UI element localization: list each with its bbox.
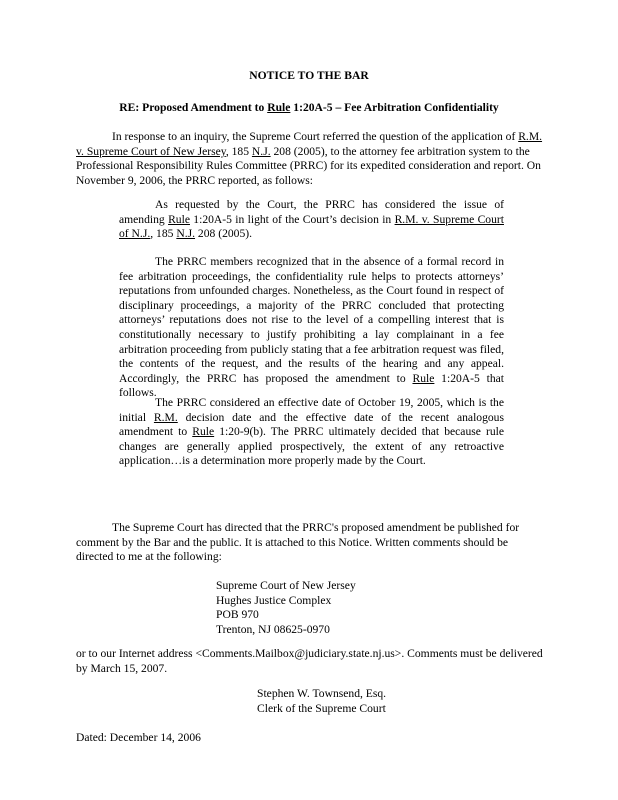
mailing-address	[216, 579, 476, 637]
quote1-text-4: 208 (2005).	[195, 227, 253, 241]
intro-paragraph	[76, 130, 546, 188]
quote1-case-name: R.M. v. Supreme Court of N.J.	[119, 212, 504, 241]
quote-paragraph-3	[119, 396, 504, 469]
quote3-rule: Rule	[192, 425, 215, 439]
quote1-rule: Rule	[168, 212, 190, 226]
quote3-text-1: The PRRC considered an effective date of October 19, 2005, which is the initial	[119, 396, 504, 424]
intro-text-1: In response to an inquiry, the Supreme Court referred the question of the application of	[112, 130, 519, 143]
directive-paragraph: The Supreme Court has directed that the PRRC's proposed amendment be published for comment by the Bar and the public. It is attached to this Notice. Written comments should be directed to me at the following:	[76, 521, 520, 564]
address-line-1: Supreme Court of New Jersey	[216, 579, 356, 592]
quote1-text-2: 1:20A-5 in light of the Court’s decision in	[189, 212, 395, 226]
signature-block	[257, 687, 517, 716]
intro-text-2: , 185	[225, 144, 252, 158]
intro-case-name: R.M. v. Supreme Court of New Jersey	[76, 130, 543, 158]
quote-paragraph-1	[119, 198, 504, 242]
quote3-rm: R.M.	[153, 410, 178, 424]
quote1-text-1: As requested by the Court, the PRRC has considered the issue of amending	[119, 198, 504, 226]
address-line-2: Hughes Justice Complex	[216, 593, 332, 607]
quote2-text-1: The PRRC members recognized that in the absence of a formal record in fee arbitration proceedings, the confidentiality rule helps to protects attorneys’ reputations from unfounded charges. Nonetheless, as the Court found in respect of disciplinary proceedings, a majority of the PRRC concluded that protecting attorneys’ reputations does not rise to the level of a compelling interest that is constitutionally necessary to justify prohibiting a lay complainant in a fee arbitration proceeding from publicly stating that a fee arbitration request was filed, the contents of the request, and the results of the hearing and any appeal. Accordingly, the PRRC has proposed the amendment to	[119, 255, 504, 385]
address-line-3: POB 970	[216, 608, 259, 622]
intro-reporter: N.J.	[251, 144, 271, 158]
intro-text-3: 208 (2005), to the attorney fee arbitration system to the Professional Responsibility Rules Committee (PRRC) for its expedited consideration and report. On November 9, 2006, the PRRC reported, as follows:	[76, 144, 541, 187]
quote2-text-2: 1:20A-5 that follows.	[119, 371, 505, 400]
quote3-text-2: decision date and the effective date of the recent analogous amendment to	[119, 410, 504, 439]
quote1-reporter: N.J.	[176, 227, 196, 241]
quote-paragraph-2	[119, 255, 504, 401]
signature-name: Stephen W. Townsend, Esq.	[257, 687, 387, 700]
subject-rule-link: Rule	[267, 101, 291, 114]
quote2-rule: Rule	[412, 371, 435, 385]
subject-prefix: RE: Proposed Amendment to	[119, 101, 268, 114]
subject-suffix: 1:20A-5 – Fee Arbitration Confidentiality	[290, 101, 499, 114]
internet-paragraph: or to our Internet address <Comments.Mailbox@judiciary.state.nj.us>. Comments must be delivered by March 15, 2007.	[76, 647, 543, 675]
address-line-4: Trenton, NJ 08625-0970	[216, 622, 330, 636]
quote3-text-3: 1:20-9(b). The PRRC ultimately decided that because rule changes are generally applied prospectively, the extent of any retroactive application…is a determination more properly made by the Court.	[119, 425, 504, 468]
signature-title: Clerk of the Supreme Court	[257, 701, 386, 715]
notice-title: NOTICE TO THE BAR	[249, 69, 369, 82]
subject-line	[0, 101, 618, 116]
dated-line: Dated: December 14, 2006	[76, 731, 201, 744]
quote1-text-3: , 185	[150, 227, 177, 241]
